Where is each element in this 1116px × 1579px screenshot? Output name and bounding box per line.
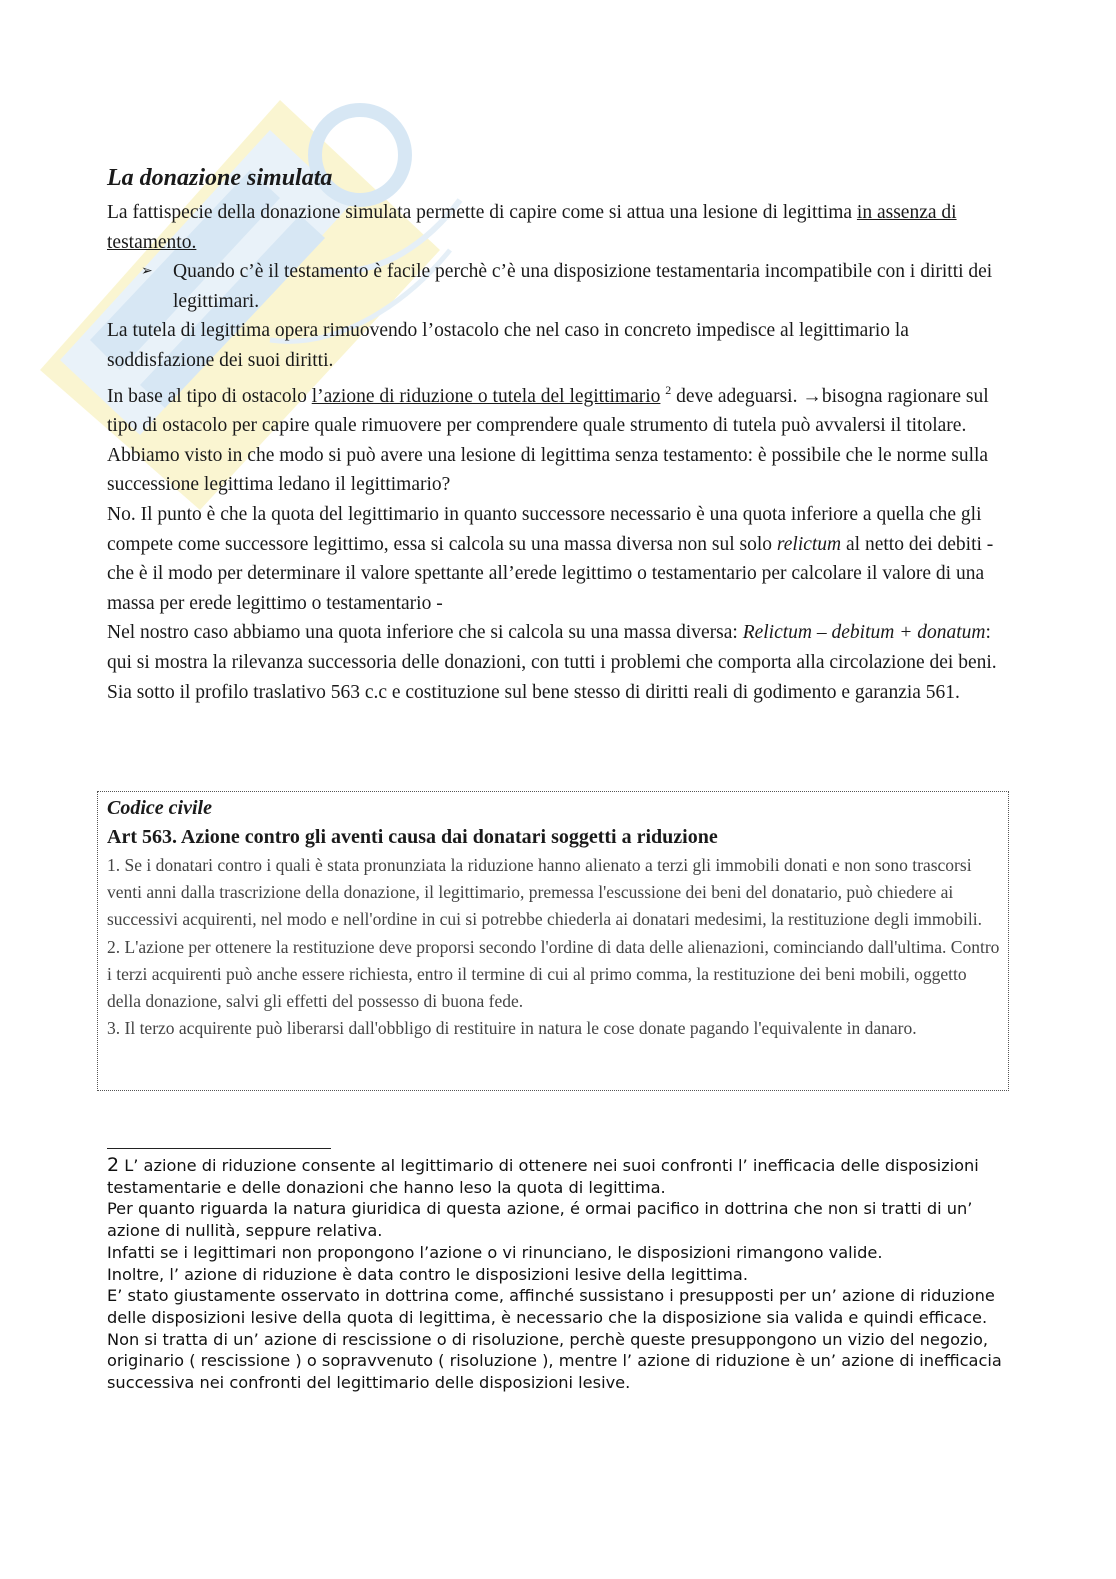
paragraph-5-text: No. Il punto è che la quota del legittimario in quanto successore necessario è una quota inferiore a quella che gli compete come successore legittimo, essa si calcola su una massa diversa non sul solo (107, 503, 982, 555)
footnote-line-2: Per quanto riguarda la natura giuridica di questa azione, é ormai pacifico in dottrina che non si tratti di un’ azione di nullità, seppure relativa. (107, 1199, 973, 1241)
page-title: La donazione simulata (107, 165, 333, 191)
footnote-line-1 (107, 1155, 1007, 1198)
footnote-line-6: Non si tratta di un’ azione di rescissione o di risoluzione, perchè queste presuppongono un vizio del negozio, originario ( rescissione ) o sopravvenuto ( risoluzione ), mentre l’ azione di riduzione è un’ azione di inefficacia successiva nei confronti del legittimario delle disposizioni lesive. (107, 1329, 1002, 1393)
paragraph-6-formula: Relictum – debitum + donatum (742, 622, 986, 644)
paragraph-5 (107, 500, 1012, 618)
document-body (107, 162, 1012, 707)
footnote-number: 2 (107, 1154, 120, 1176)
article-title: Art 563. Azione contro gli aventi causa dai donatari soggetti a riduzione (107, 826, 718, 848)
footnote-line-4: Inoltre, l’ azione di riduzione è data contro le disposizioni lesive della legittima. (107, 1264, 748, 1284)
footnote-reference[interactable]: 2 (665, 382, 672, 397)
bullet-text: Quando c’è il testamento è facile perchè c’è una disposizione testamentaria incompatibile con i diritti dei legittimari. (173, 261, 993, 312)
paragraph-3 (107, 376, 1012, 441)
paragraph-1-underlined: in assenza di testamento. (107, 202, 957, 253)
paragraph-1 (107, 198, 1012, 257)
footnote-line-3: Infatti se i legittimari non propongono l’azione o vi rinunciano, le disposizioni rimangono valide. (107, 1242, 883, 1262)
footnote (107, 1155, 1007, 1394)
footnote-line-5: E’ stato giustamente osservato in dottrina come, affinché sussistano i presupposti per un’ azione di riduzione delle disposizioni lesive della quota di legittima, è necessario che la disposizione sia valida e quindi efficace. (107, 1286, 995, 1327)
paragraph-7: Sia sotto il profilo traslativo 563 c.c e costituzione sul bene stesso di diritti reali di godimento e garanzia 561. (107, 681, 960, 703)
codice-civile-box (97, 791, 1009, 1091)
paragraph-6-text: Nel nostro caso abbiamo una quota inferiore che si calcola su una massa diversa: (107, 622, 743, 644)
footnote-text-1: L’ azione di riduzione consente al legittimario di ottenere nei suoi confronti l’ inefficacia delle disposizioni testamentarie e delle donazioni che hanno leso la quota di legittima. (107, 1156, 979, 1197)
footnote-separator (107, 1148, 331, 1149)
paragraph-3-mid: deve adeguarsi. (671, 385, 803, 407)
codice-heading: Codice civile (107, 797, 212, 819)
paragraph-1-text: La fattispecie della donazione simulata permette di capire come si attua una lesione di legittima (107, 202, 857, 223)
paragraph-3-end: bisogna ragionare sul tipo di ostacolo per capire quale rimuovere per comprendere quale strumento di tutela può avvalersi il titolare. (107, 385, 989, 437)
paragraph-3-underlined: l’azione di riduzione o tutela del legittimario (311, 385, 661, 407)
right-arrow-icon: → (802, 385, 822, 407)
paragraph-6 (107, 618, 1012, 677)
paragraph-3-text: In base al tipo di ostacolo (107, 385, 312, 407)
arrow-bullet-icon: ➢ (141, 264, 153, 280)
article-comma-1: 1. Se i donatari contro i quali è stata pronunziata la riduzione hanno alienato a terzi gli immobili donati e non sono trascorsi venti anni dalla trascrizione della donazione, il legittimario, premessa l'escussione dei beni del donatario, può chiedere ai successivi acquirenti, nel modo e nell'ordine in cui si potrebbe chiederla ai donatari medesimi, la restituzione degli immobili. (107, 855, 982, 930)
article-comma-3: 3. Il terzo acquirente può liberarsi dall'obbligo di restituire in natura le cose donate pagando l'equivalente in danaro. (107, 1018, 917, 1039)
bullet-item (107, 257, 1012, 316)
article-comma-2: 2. L'azione per ottenere la restituzione deve proporsi secondo l'ordine di data delle alienazioni, cominciando dall'ultima. Contro i terzi acquirenti può anche essere richiesta, entro il termine di cui al primo comma, la restituzione dei beni mobili, oggetto della donazione, salvi gli effetti del possesso di buona fede. (107, 936, 1000, 1012)
paragraph-2: La tutela di legittima opera rimuovendo l’ostacolo che nel caso in concreto impedisce al legittimario la soddisfazione dei suoi diritti. (107, 320, 909, 371)
paragraph-5-italic: relictum (776, 533, 842, 555)
paragraph-4: Abbiamo visto in che modo si può avere una lesione di legittima senza testamento: è possibile che le norme sulla successione legittima ledano il legittimario? (107, 444, 989, 496)
paragraph-5-end: al netto dei debiti - che è il modo per determinare il valore spettante all’erede legittimo o testamentario per calcolare il valore di una massa per erede legittimo o testamentario - (107, 533, 994, 614)
paragraph-6-end: : qui si mostra la rilevanza successoria delle donazioni, con tutti i problemi che comporta alla circolazione dei beni. (107, 622, 997, 673)
